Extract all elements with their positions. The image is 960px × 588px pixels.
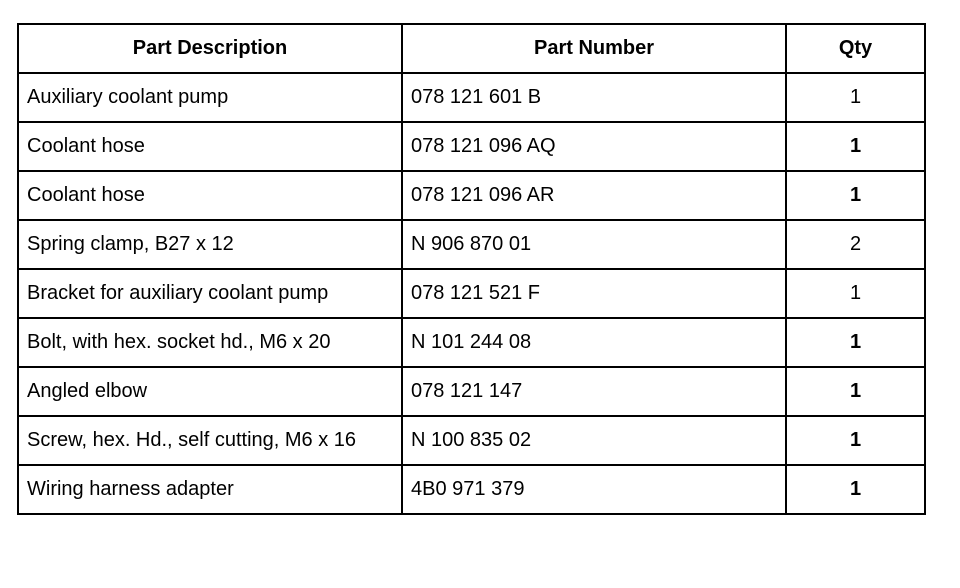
part-number-cell: N 100 835 02 bbox=[402, 416, 786, 465]
part-description-cell: Angled elbow bbox=[18, 367, 402, 416]
part-description-cell: Bracket for auxiliary coolant pump bbox=[18, 269, 402, 318]
table-row bbox=[18, 269, 925, 318]
part-description-cell: Bolt, with hex. socket hd., M6 x 20 bbox=[18, 318, 402, 367]
part-number-cell: 4B0 971 379 bbox=[402, 465, 786, 514]
table-row bbox=[18, 465, 925, 514]
qty-cell: 1 bbox=[786, 367, 925, 416]
part-description-cell: Screw, hex. Hd., self cutting, M6 x 16 bbox=[18, 416, 402, 465]
part-description-cell: Coolant hose bbox=[18, 171, 402, 220]
table-row bbox=[18, 122, 925, 171]
qty-cell: 1 bbox=[786, 269, 925, 318]
qty-cell: 1 bbox=[786, 73, 925, 122]
part-number-cell: 078 121 601 B bbox=[402, 73, 786, 122]
part-number-cell: 078 121 147 bbox=[402, 367, 786, 416]
table-header bbox=[18, 24, 925, 73]
part-description-cell: Wiring harness adapter bbox=[18, 465, 402, 514]
table-row bbox=[18, 367, 925, 416]
qty-cell: 1 bbox=[786, 416, 925, 465]
table-row bbox=[18, 171, 925, 220]
qty-cell: 2 bbox=[786, 220, 925, 269]
part-number-cell: 078 121 521 F bbox=[402, 269, 786, 318]
part-number-cell: N 906 870 01 bbox=[402, 220, 786, 269]
table-row bbox=[18, 318, 925, 367]
table-body bbox=[18, 73, 925, 514]
qty-cell: 1 bbox=[786, 171, 925, 220]
part-description-cell: Spring clamp, B27 x 12 bbox=[18, 220, 402, 269]
table-row bbox=[18, 416, 925, 465]
header-qty: Qty bbox=[786, 24, 925, 73]
qty-cell: 1 bbox=[786, 465, 925, 514]
header-row bbox=[18, 24, 925, 73]
part-description-cell: Auxiliary coolant pump bbox=[18, 73, 402, 122]
header-part-number: Part Number bbox=[402, 24, 786, 73]
part-number-cell: 078 121 096 AQ bbox=[402, 122, 786, 171]
part-number-cell: 078 121 096 AR bbox=[402, 171, 786, 220]
parts-table bbox=[17, 23, 926, 515]
part-number-cell: N 101 244 08 bbox=[402, 318, 786, 367]
header-part-description: Part Description bbox=[18, 24, 402, 73]
table-row bbox=[18, 220, 925, 269]
qty-cell: 1 bbox=[786, 122, 925, 171]
part-description-cell: Coolant hose bbox=[18, 122, 402, 171]
qty-cell: 1 bbox=[786, 318, 925, 367]
table-row bbox=[18, 73, 925, 122]
